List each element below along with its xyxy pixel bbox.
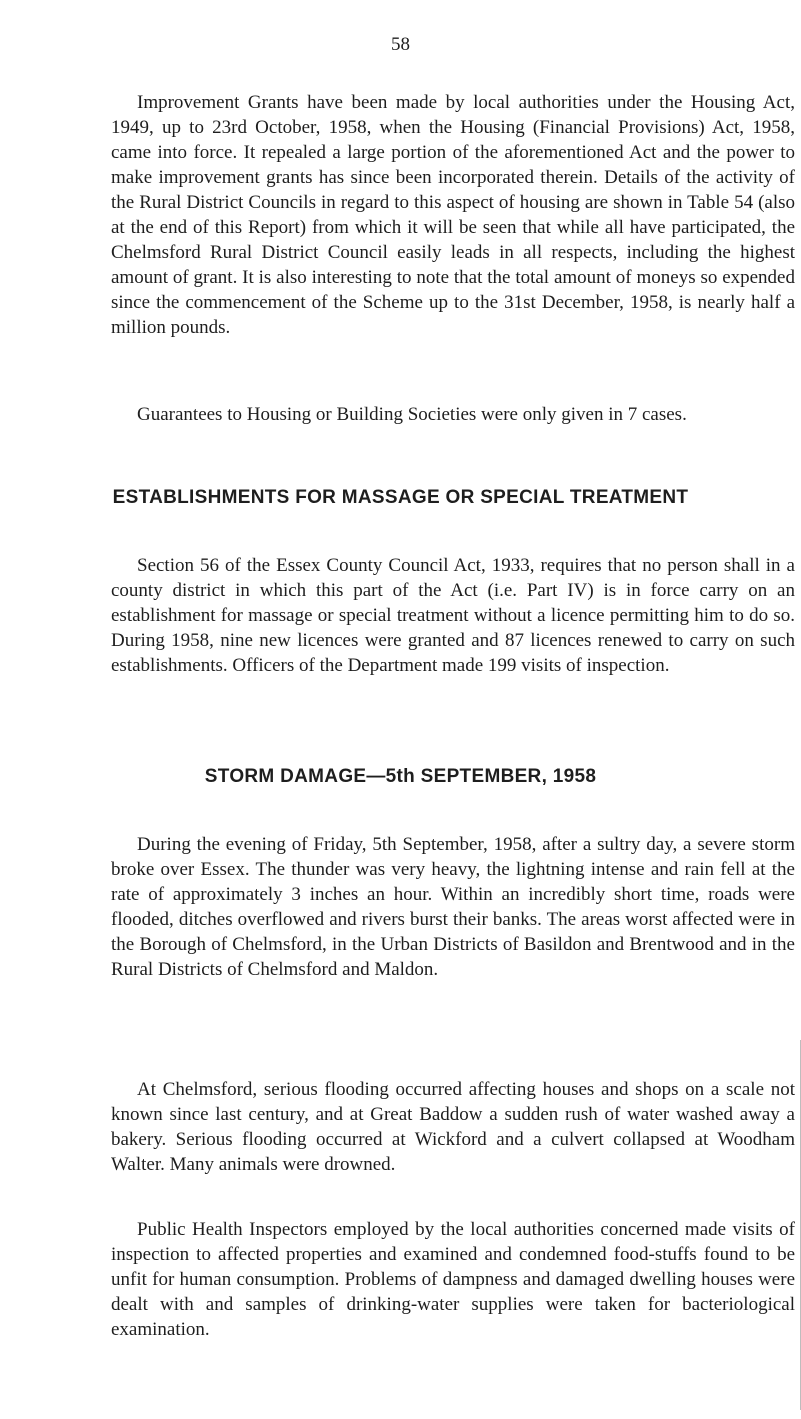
paragraph-text: At Chelmsford, serious flooding occurred affecting houses and shops on a scale not known since last century, and at Great Baddow a sudden rush of water washed away a bakery. Serious flooding occurred at Wickford and a culvert collapsed at Woodham Walter. Many animals were drowned. bbox=[111, 1079, 795, 1175]
paragraph-improvement-grants bbox=[111, 90, 795, 340]
paragraph-text: During the evening of Friday, 5th September, 1958, after a sultry day, a severe storm broke over Essex. The thunder was very heavy, the lightning intense and rain fell at the rate of approximately 3 inches an hour. Within an incredibly short time, roads were flooded, ditches overflowed and rivers burst their banks. The areas worst affected were in the Borough of Chelmsford, in the Urban Districts of Basildon and Brentwood and in the Rural Districts of Chelmsford and Maldon. bbox=[111, 834, 795, 980]
paragraph-text: Guarantees to Housing or Building Societies were only given in 7 cases. bbox=[137, 404, 687, 425]
heading-storm-damage: STORM DAMAGE—5th SEPTEMBER, 1958 bbox=[204, 766, 597, 787]
paragraph-text: Section 56 of the Essex County Council Act, 1933, requires that no person shall in a county district in which this part of the Act (i.e. Part IV) is in force carry on an establishment for massage or special treatment without a licence permitting him to do so. During 1958, nine new licences were granted and 87 licences renewed to carry on such establishments. Officers of the Department made 199 visits of inspection. bbox=[111, 555, 795, 676]
paragraph-storm-description bbox=[111, 832, 795, 982]
paragraph-chelmsford-flooding bbox=[111, 1077, 795, 1177]
paragraph-inspectors bbox=[111, 1217, 795, 1342]
page-number: 58 bbox=[391, 34, 410, 55]
paragraph-massage-licences bbox=[111, 553, 795, 678]
paragraph-text: Public Health Inspectors employed by the local authorities concerned made visits of inspection to affected properties and examined and condemned food-stuffs found to be unfit for human consumption. Problems of dampness and damaged dwelling houses were dealt with and samples of drinking-water supplies were taken for bacteriological examination. bbox=[111, 1219, 795, 1340]
paragraph-guarantees bbox=[111, 402, 795, 427]
heading-massage-establishments: ESTABLISHMENTS FOR MASSAGE OR SPECIAL TREATMENT bbox=[112, 487, 689, 508]
paragraph-text: Improvement Grants have been made by local authorities under the Housing Act, 1949, up to 23rd October, 1958, when the Housing (Financial Provisions) Act, 1958, came into force. It repealed a large portion of the aforementioned Act and the power to make improvement grants has since been incorporated therein. Details of the activity of the Rural District Councils in regard to this aspect of housing are shown in Table 54 (also at the end of this Report) from which it will be seen that while all have participated, the Chelmsford Rural District Council easily leads in all respects, including the highest amount of grant. It is also interesting to note that the total amount of moneys so expended since the commencement of the Scheme up to the 31st December, 1958, is nearly half a million pounds. bbox=[111, 92, 795, 338]
